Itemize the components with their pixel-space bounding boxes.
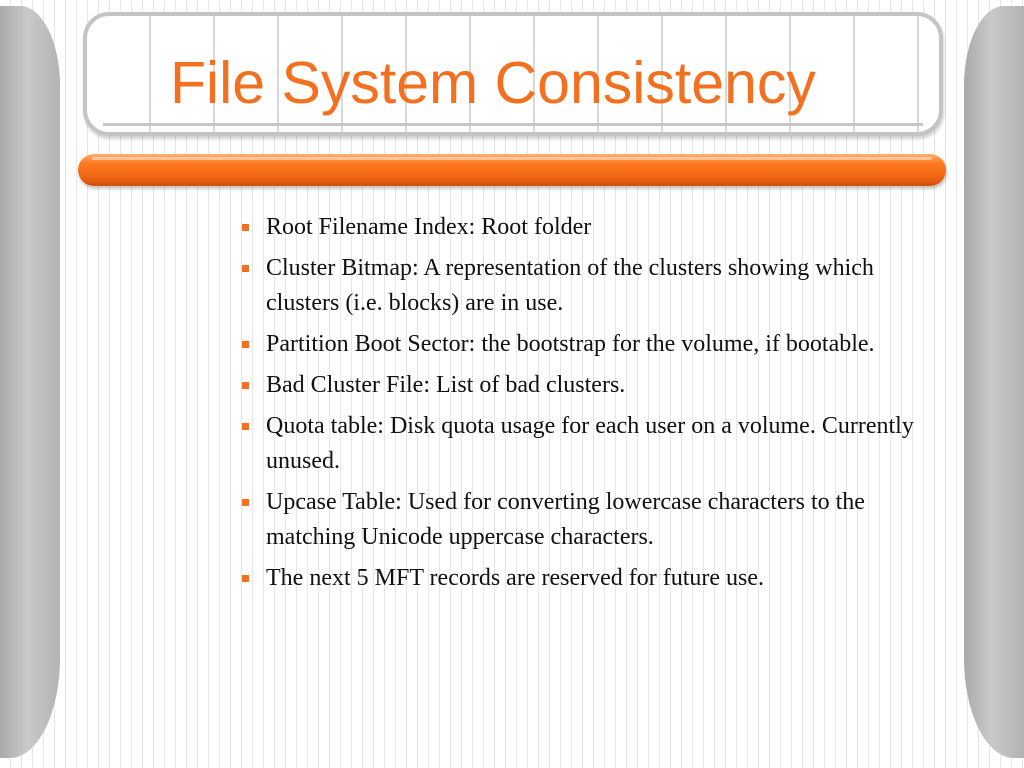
bullet-text: Cluster Bitmap: A representation of the clusters showing which clusters (i.e. blocks) are in use.: [266, 255, 874, 316]
title-frame-underline: [103, 123, 923, 126]
left-side-tab: [0, 6, 60, 758]
square-bullet-icon: [242, 265, 249, 272]
bullet-text: Upcase Table: Used for converting lowercase characters to the matching Unicode uppercase characters.: [266, 489, 865, 550]
square-bullet-icon: [242, 575, 249, 582]
bullet-item: [240, 368, 950, 403]
bullet-item: [240, 485, 950, 555]
bullet-list: [240, 210, 950, 602]
orange-divider-bar: [78, 154, 946, 186]
bullet-item: [240, 251, 950, 321]
square-bullet-icon: [242, 224, 249, 231]
square-bullet-icon: [242, 382, 249, 389]
bullet-item: [240, 210, 950, 245]
bullet-text: Root Filename Index: Root folder: [266, 214, 592, 240]
bullet-item: [240, 409, 950, 479]
square-bullet-icon: [242, 341, 249, 348]
bullet-text: Partition Boot Sector: the bootstrap for the volume, if bootable.: [266, 331, 875, 357]
right-side-tab: [964, 6, 1024, 758]
bullet-text: Quota table: Disk quota usage for each user on a volume. Currently unused.: [266, 413, 914, 474]
bullet-item: [240, 327, 950, 362]
slide-title: File System Consistency: [170, 50, 816, 116]
square-bullet-icon: [242, 423, 249, 430]
bullet-text: Bad Cluster File: List of bad clusters.: [266, 372, 626, 398]
bullet-item: [240, 561, 950, 596]
divider-highlight: [92, 157, 932, 160]
square-bullet-icon: [242, 499, 249, 506]
bullet-text: The next 5 MFT records are reserved for future use.: [266, 565, 765, 591]
